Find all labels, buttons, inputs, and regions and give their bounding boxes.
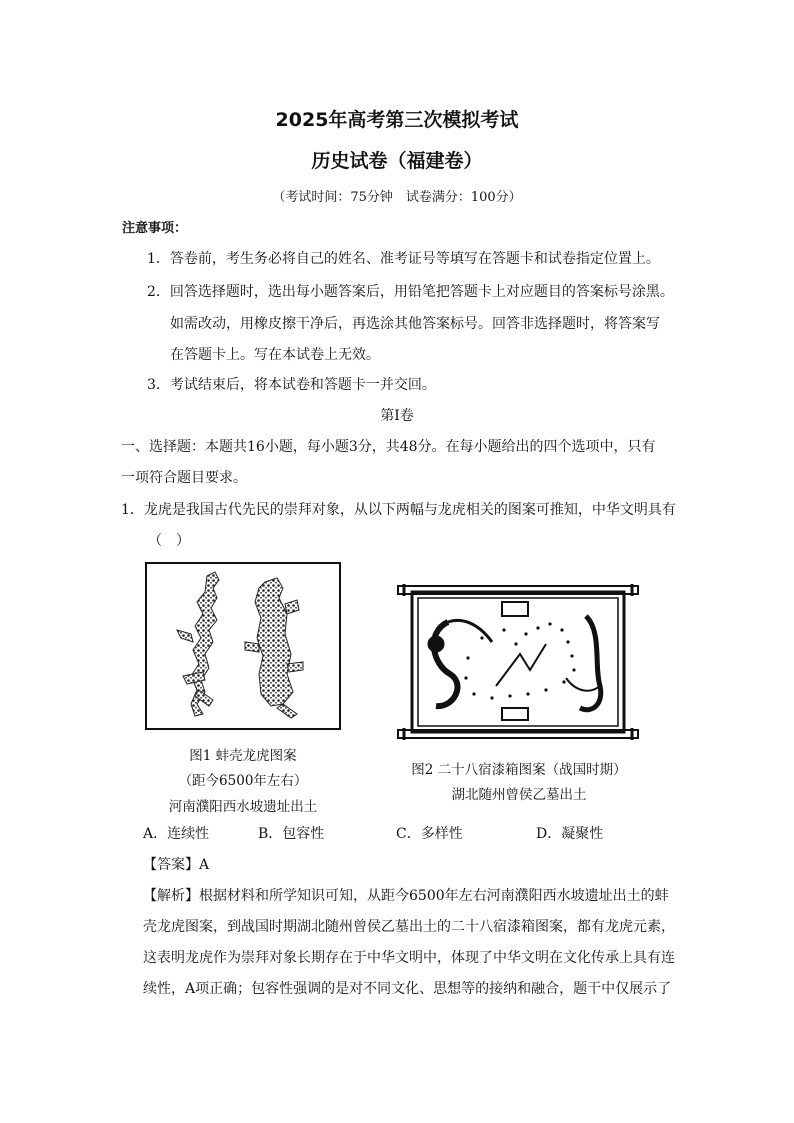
figure-2-origin: 湖北随州曾侯乙墓出土 xyxy=(451,787,587,803)
notice-item-2-cont: 如需改动，用橡皮擦干净后，再选涂其他答案标号。回答非选择题时，将答案写 xyxy=(170,316,660,332)
exam-info: （考试时间：75分钟 试卷满分：100分） xyxy=(272,190,522,205)
option-d: D．凝聚性 xyxy=(536,826,604,842)
option-b: B．包容性 xyxy=(258,826,325,842)
notice-item-2: 2．回答选择题时，选出每小题答案后，用铅笔把答题卡上对应题目的答案标号涂黑。 xyxy=(147,284,674,300)
figure-1-date: （距今6500年左右） xyxy=(178,773,308,789)
exam-subtitle: 历史试卷（福建卷） xyxy=(311,150,483,172)
figure-2-image xyxy=(396,582,640,742)
analysis-line-3: 这表明龙虎作为崇拜对象长期存在于中华文明中，体现了中华文明在文化传承上具有连 xyxy=(143,950,675,966)
option-c: C．多样性 xyxy=(396,826,463,842)
volume-label: 第Ⅰ卷 xyxy=(380,408,414,424)
figure-1-image xyxy=(145,562,341,730)
analysis-line-1: 【解析】根据材料和所学知识可知，从距今6500年左右河南濮阳西水坡遗址出土的蚌 xyxy=(143,888,669,904)
figure-1-caption: 图1 蚌壳龙虎图案 xyxy=(189,748,297,764)
analysis-line-4: 续性，A项正确；包容性强调的是对不同文化、思想等的接纳和融合，题干中仅展示了 xyxy=(143,981,672,997)
notice-item-2-cont2: 在答题卡上。写在本试卷上无效。 xyxy=(170,347,380,363)
option-a: A．连续性 xyxy=(143,826,210,842)
section-intro: 一、选择题：本题共16小题，每小题3分，共48分。在每小题给出的四个选项中，只有 xyxy=(121,439,656,455)
notice-item-3: 3．考试结束后，将本试卷和答题卡一并交回。 xyxy=(147,377,436,393)
question-stem: 1．龙虎是我国古代先民的崇拜对象，从以下两幅与龙虎相关的图案可推知，中华文明具有 xyxy=(121,502,676,518)
answer-label: 【答案】A xyxy=(143,857,210,873)
section-intro-cont: 一项符合题目要求。 xyxy=(121,470,247,486)
notice-item-1: 1．答卷前，考生务必将自己的姓名、准考证号等填写在答题卡和试卷指定位置上。 xyxy=(147,251,660,267)
figure-1-origin: 河南濮阳西水坡遗址出土 xyxy=(168,799,318,815)
notice-heading: 注意事项： xyxy=(122,221,188,236)
figure-2-caption: 图2 二十八宿漆箱图案（战国时期） xyxy=(411,762,627,778)
answer-blank: （ ） xyxy=(148,533,190,549)
analysis-line-2: 壳龙虎图案，到战国时期湖北随州曾侯乙墓出土的二十八宿漆箱图案，都有龙虎元素， xyxy=(143,919,675,935)
exam-title: 2025年高考第三次模拟考试 xyxy=(275,109,519,131)
